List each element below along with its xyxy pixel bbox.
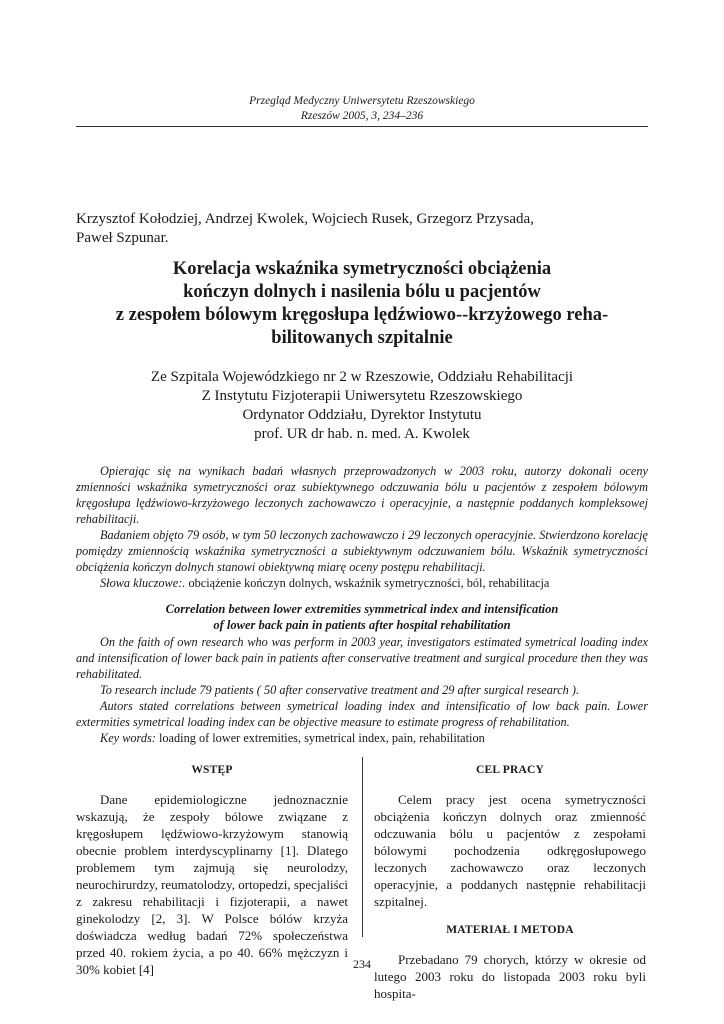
- abstract-en-paragraph-2: To research include 79 patients ( 50 after conservative treatment and 29 after surgical research ).: [100, 683, 580, 697]
- abstract-pl-keywords: [76, 575, 648, 591]
- introduction-text: Dane epidemiologiczne jednoznacznie wskazują, że zespoły bólowe związane z kręgosłupem lędźwiowo-krzyżowym stanowią obecnie problem interdyscyplinarny [1]. Dlatego problemem tym zajmują się neurolodzy, neurochirurdzy, reumatolodzy, ortopedzi, specjaliści z zakresu rehabilitacji i fizjoterapii, a nawet ginekolodzy [2, 3]. W Polsce bólów krzyża doświadcza według badań 72% społeczeństwa przed 40. rokiem życia, a po 40. 66% mężczyzn i 30% kobiet [4]: [76, 792, 348, 977]
- page-number: 234: [353, 957, 371, 971]
- abstract-en-paragraph-3: Autors stated correlations between symetrical loading index and intensificatio of low back pain. Lower extermities symetrical loading index can be objective measure to estimate progress of rehabilitation.: [76, 699, 648, 729]
- column-divider: [362, 757, 363, 937]
- section-heading-introduction: WSTĘP: [191, 764, 233, 776]
- authors-line-2: Paweł Szpunar.: [76, 230, 169, 246]
- title-line-3: z zespołem bólowym kręgosłupa lędźwiowo--krzyżowego reha-: [115, 305, 609, 325]
- journal-name: Przegląd Medyczny Uniwersytetu Rzeszowskiego: [249, 95, 475, 107]
- left-column: [76, 762, 348, 978]
- keywords-pl-label: Słowa kluczowe:.: [100, 576, 186, 590]
- authors-line-1: Krzysztof Kołodziej, Andrzej Kwolek, Wojciech Rusek, Grzegorz Przysada,: [76, 211, 534, 227]
- title-line-1: Korelacja wskaźnika symetryczności obciążenia: [172, 259, 552, 279]
- affiliation-line-3: Ordynator Oddziału, Dyrektor Instytutu: [242, 407, 482, 423]
- english-title-line-1: Correlation between lower extremities symmetrical index and intensification: [165, 602, 559, 616]
- abstract-pl-paragraph-1: Opierając się na wynikach badań własnych przeprowadzonych w 2003 roku, autorzy dokonali oceny zmienności wskaźnika symetryczności oraz subiektywnego odczuwania bólu u pacjentów z zespołem bólowym kręgosłupa lędźwiowo-krzyżowego leczonych zachowawczo i operacyjnie, a następnie poddanych kompleksowej rehabilitacji.: [76, 464, 648, 526]
- keywords-en-label: Key words:: [100, 731, 156, 745]
- affiliation-line-1: Ze Szpitala Wojewódzkiego nr 2 w Rzeszowie, Oddziału Rehabilitacji: [150, 369, 574, 385]
- affiliation-line-2: Z Instytutu Fizjoterapii Uniwersytetu Rzeszowskiego: [201, 388, 523, 404]
- affiliation: [76, 368, 648, 444]
- abstract-english: [76, 634, 648, 746]
- section-heading-aim: CEL PRACY: [476, 764, 544, 776]
- keywords-pl-values: obciążenie kończyn dolnych, wskaźnik symetryczności, ból, rehabilitacja: [185, 576, 550, 590]
- english-title-line-2: of lower back pain in patients after hospital rehabilitation: [213, 618, 511, 632]
- abstract-en-paragraph-1: On the faith of own research who was perform in 2003 year, investigators estimated symetrical loading index and intensification of lower back pain in patients after conservative treatment and surgical procedure then they was rehabilitated.: [76, 635, 648, 681]
- aim-text: Celem pracy jest ocena symetryczności obciążenia kończyn dolnych oraz zmienność odczuwania bólu u pacjentów z zespołami bólowymi pochodzenia odkręgosłupowego leczonych zachowawczo oraz leczonych operacyjnie, a poddanych następnie rehabilitacji szpitalnej.: [374, 792, 646, 909]
- abstract-en-keywords: [76, 730, 648, 746]
- abstract-pl-paragraph-2: Badaniem objęto 79 osób, w tym 50 leczonych zachowawczo i 29 leczonych operacyjnie. Stwierdzono korelację pomiędzy zmiennością wskaźnika symetryczności a subiektywnym odczuwaniem bólu. Wskaźnik symetryczności obciążenia kończyn dolnych stanowi obiektywną miarę oceny postępu rehabilitacji.: [76, 528, 648, 574]
- journal-header: [76, 94, 648, 124]
- header-rule: [76, 126, 648, 127]
- methods-text: Przebadano 79 chorych, którzy w okresie od lutego 2003 roku do listopada 2003 roku byli hospita-: [374, 952, 646, 1001]
- article-title: [76, 258, 648, 350]
- english-title: [76, 601, 648, 633]
- abstract-polish: [76, 463, 648, 591]
- affiliation-line-4: prof. UR dr hab. n. med. A. Kwolek: [254, 426, 470, 442]
- title-line-2: kończyn dolnych i nasilenia bólu u pacjentów: [183, 282, 541, 302]
- title-line-4: bilitowanych szpitalnie: [271, 328, 453, 348]
- author-list: [76, 210, 648, 248]
- keywords-en-values: loading of lower extremities, symetrical index, pain, rehabilitation: [155, 731, 485, 745]
- section-heading-methods: MATERIAŁ I METODA: [446, 924, 574, 936]
- journal-issue: Rzeszów 2005, 3, 234–236: [300, 110, 424, 122]
